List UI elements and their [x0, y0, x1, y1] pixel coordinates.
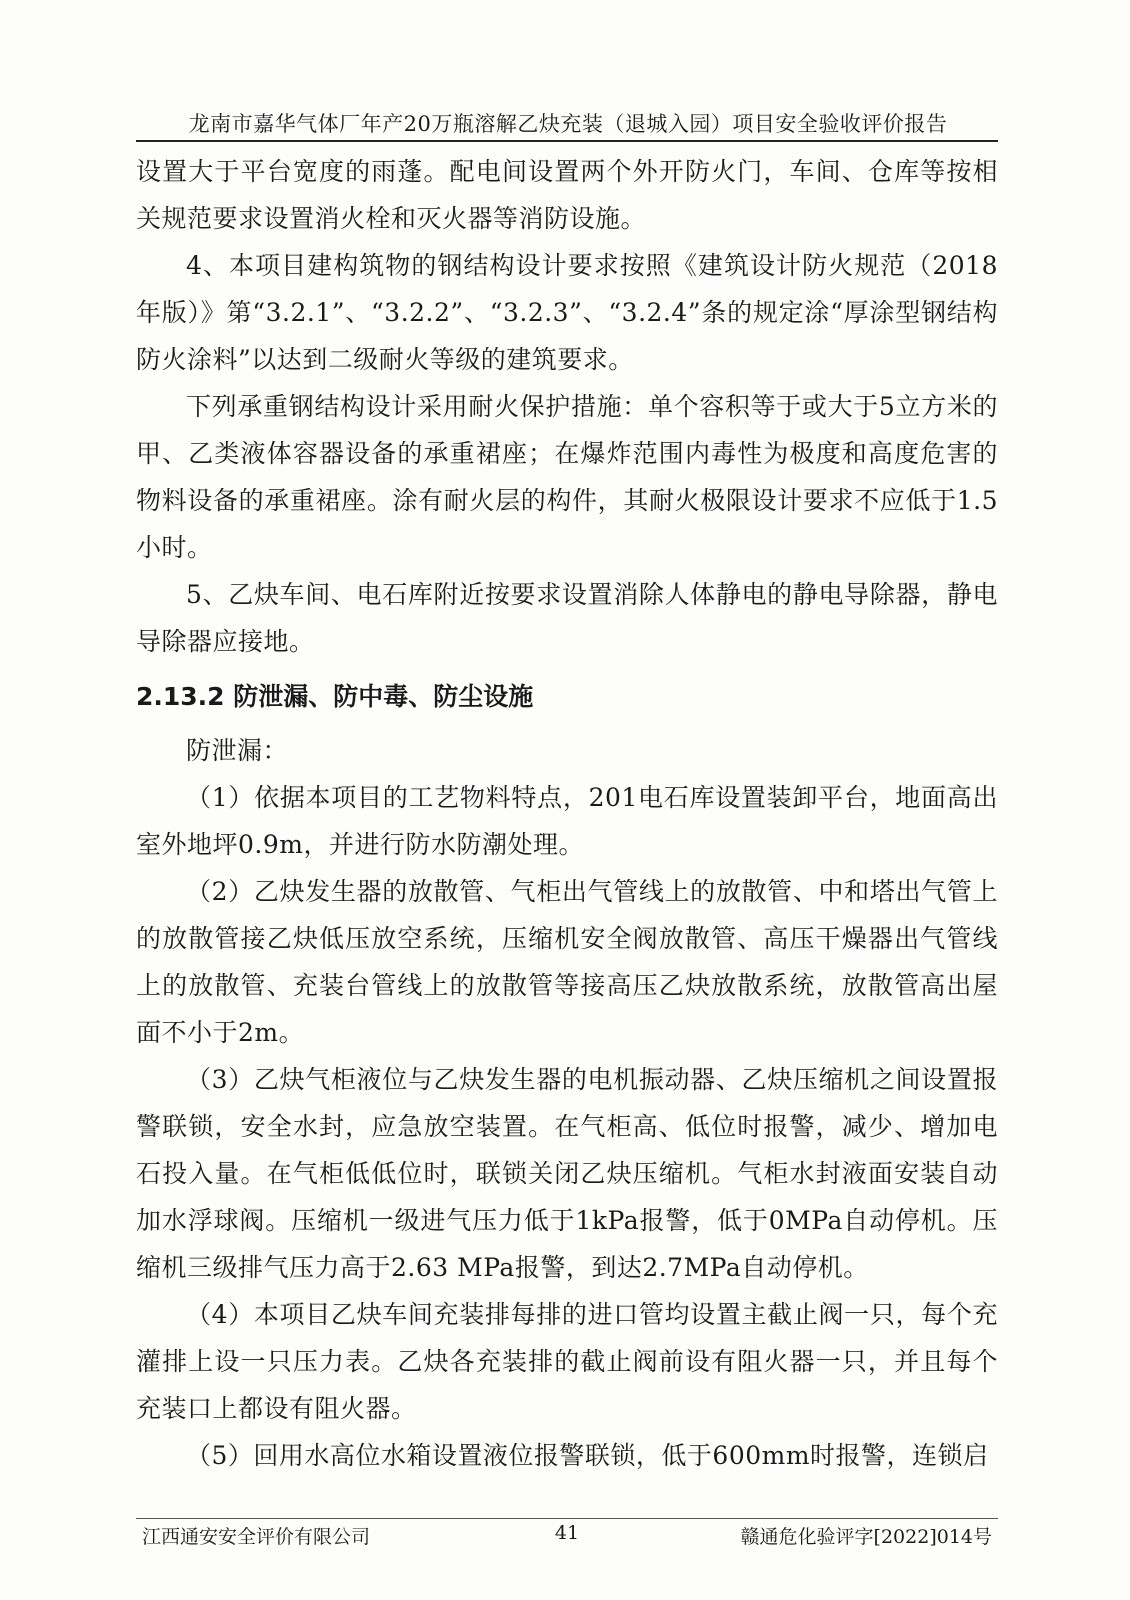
paragraph-10: （5）回用水高位水箱设置液位报警联锁，低于600mm时报警，连锁启 [186, 1441, 989, 1470]
paragraph-4: 5、乙炔车间、电石库附近按要求设置消除人体静电的静电导除器，静电导除器应接地。 [136, 580, 998, 656]
footer-company: 江西通安安全评价有限公司 [142, 1526, 371, 1548]
page-header-title: 龙南市嘉华气体厂年产20万瓶溶解乙炔充装（退城入园）项目安全验收评价报告 [188, 112, 948, 136]
paragraph-1: 设置大于平台宽度的雨蓬。配电间设置两个外开防火门，车间、仓库等按相关规范要求设置消火栓和灭火器等消防设施。 [136, 157, 998, 233]
footer-divider [136, 1518, 998, 1519]
page-body [136, 148, 998, 1479]
section-heading: 2.13.2 防泄漏、防中毒、防尘设施 [136, 682, 534, 711]
paragraph-2: 4、本项目建构筑物的钢结构设计要求按照《建筑设计防火规范（2018年版）》第“3.2.1”、“3.2.2”、“3.2.3”、“3.2.4”条的规定涂“厚涂型钢结构防火涂料”以达到二级耐火等级的建筑要求。 [136, 251, 998, 374]
footer-doc-number: 赣通危化验评字[2022]014号 [740, 1526, 992, 1548]
paragraph-3: 下列承重钢结构设计采用耐火保护措施：单个容积等于或大于5立方米的甲、乙类液体容器设备的承重裙座；在爆炸范围内毒性为极度和高度危害的物料设备的承重裙座。涂有耐火层的构件，其耐火极限设计要求不应低于1.5小时。 [136, 392, 998, 562]
header-divider [136, 140, 998, 142]
paragraph-6: （1）依据本项目的工艺物料特点，201电石库设置装卸平台，地面高出室外地坪0.9m，并进行防水防潮处理。 [136, 783, 998, 859]
footer-page-number: 41 [554, 1522, 580, 1544]
paragraph-7: （2）乙炔发生器的放散管、气柜出气管线上的放散管、中和塔出气管上的放散管接乙炔低压放空系统，压缩机安全阀放散管、高压干燥器出气管线上的放散管、充装台管线上的放散管等接高压乙炔放散系统，放散管高出屋面不小于2m。 [136, 877, 998, 1047]
paragraph-9: （4）本项目乙炔车间充装排每排的进口管均设置主截止阀一只，每个充灌排上设一只压力表。乙炔各充装排的截止阀前设有阻火器一只，并且每个充装口上都设有阻火器。 [136, 1300, 998, 1423]
paragraph-8: （3）乙炔气柜液位与乙炔发生器的电机振动器、乙炔压缩机之间设置报警联锁，安全水封，应急放空装置。在气柜高、低位时报警，减少、增加电石投入量。在气柜低低位时，联锁关闭乙炔压缩机。气柜水封液面安装自动加水浮球阀。压缩机一级进气压力低于1kPa报警，低于0MPa自动停机。压缩机三级排气压力高于2.63 MPa报警，到达2.7MPa自动停机。 [136, 1065, 998, 1282]
paragraph-5: 防泄漏： [186, 736, 289, 765]
page-footer [136, 1522, 998, 1552]
